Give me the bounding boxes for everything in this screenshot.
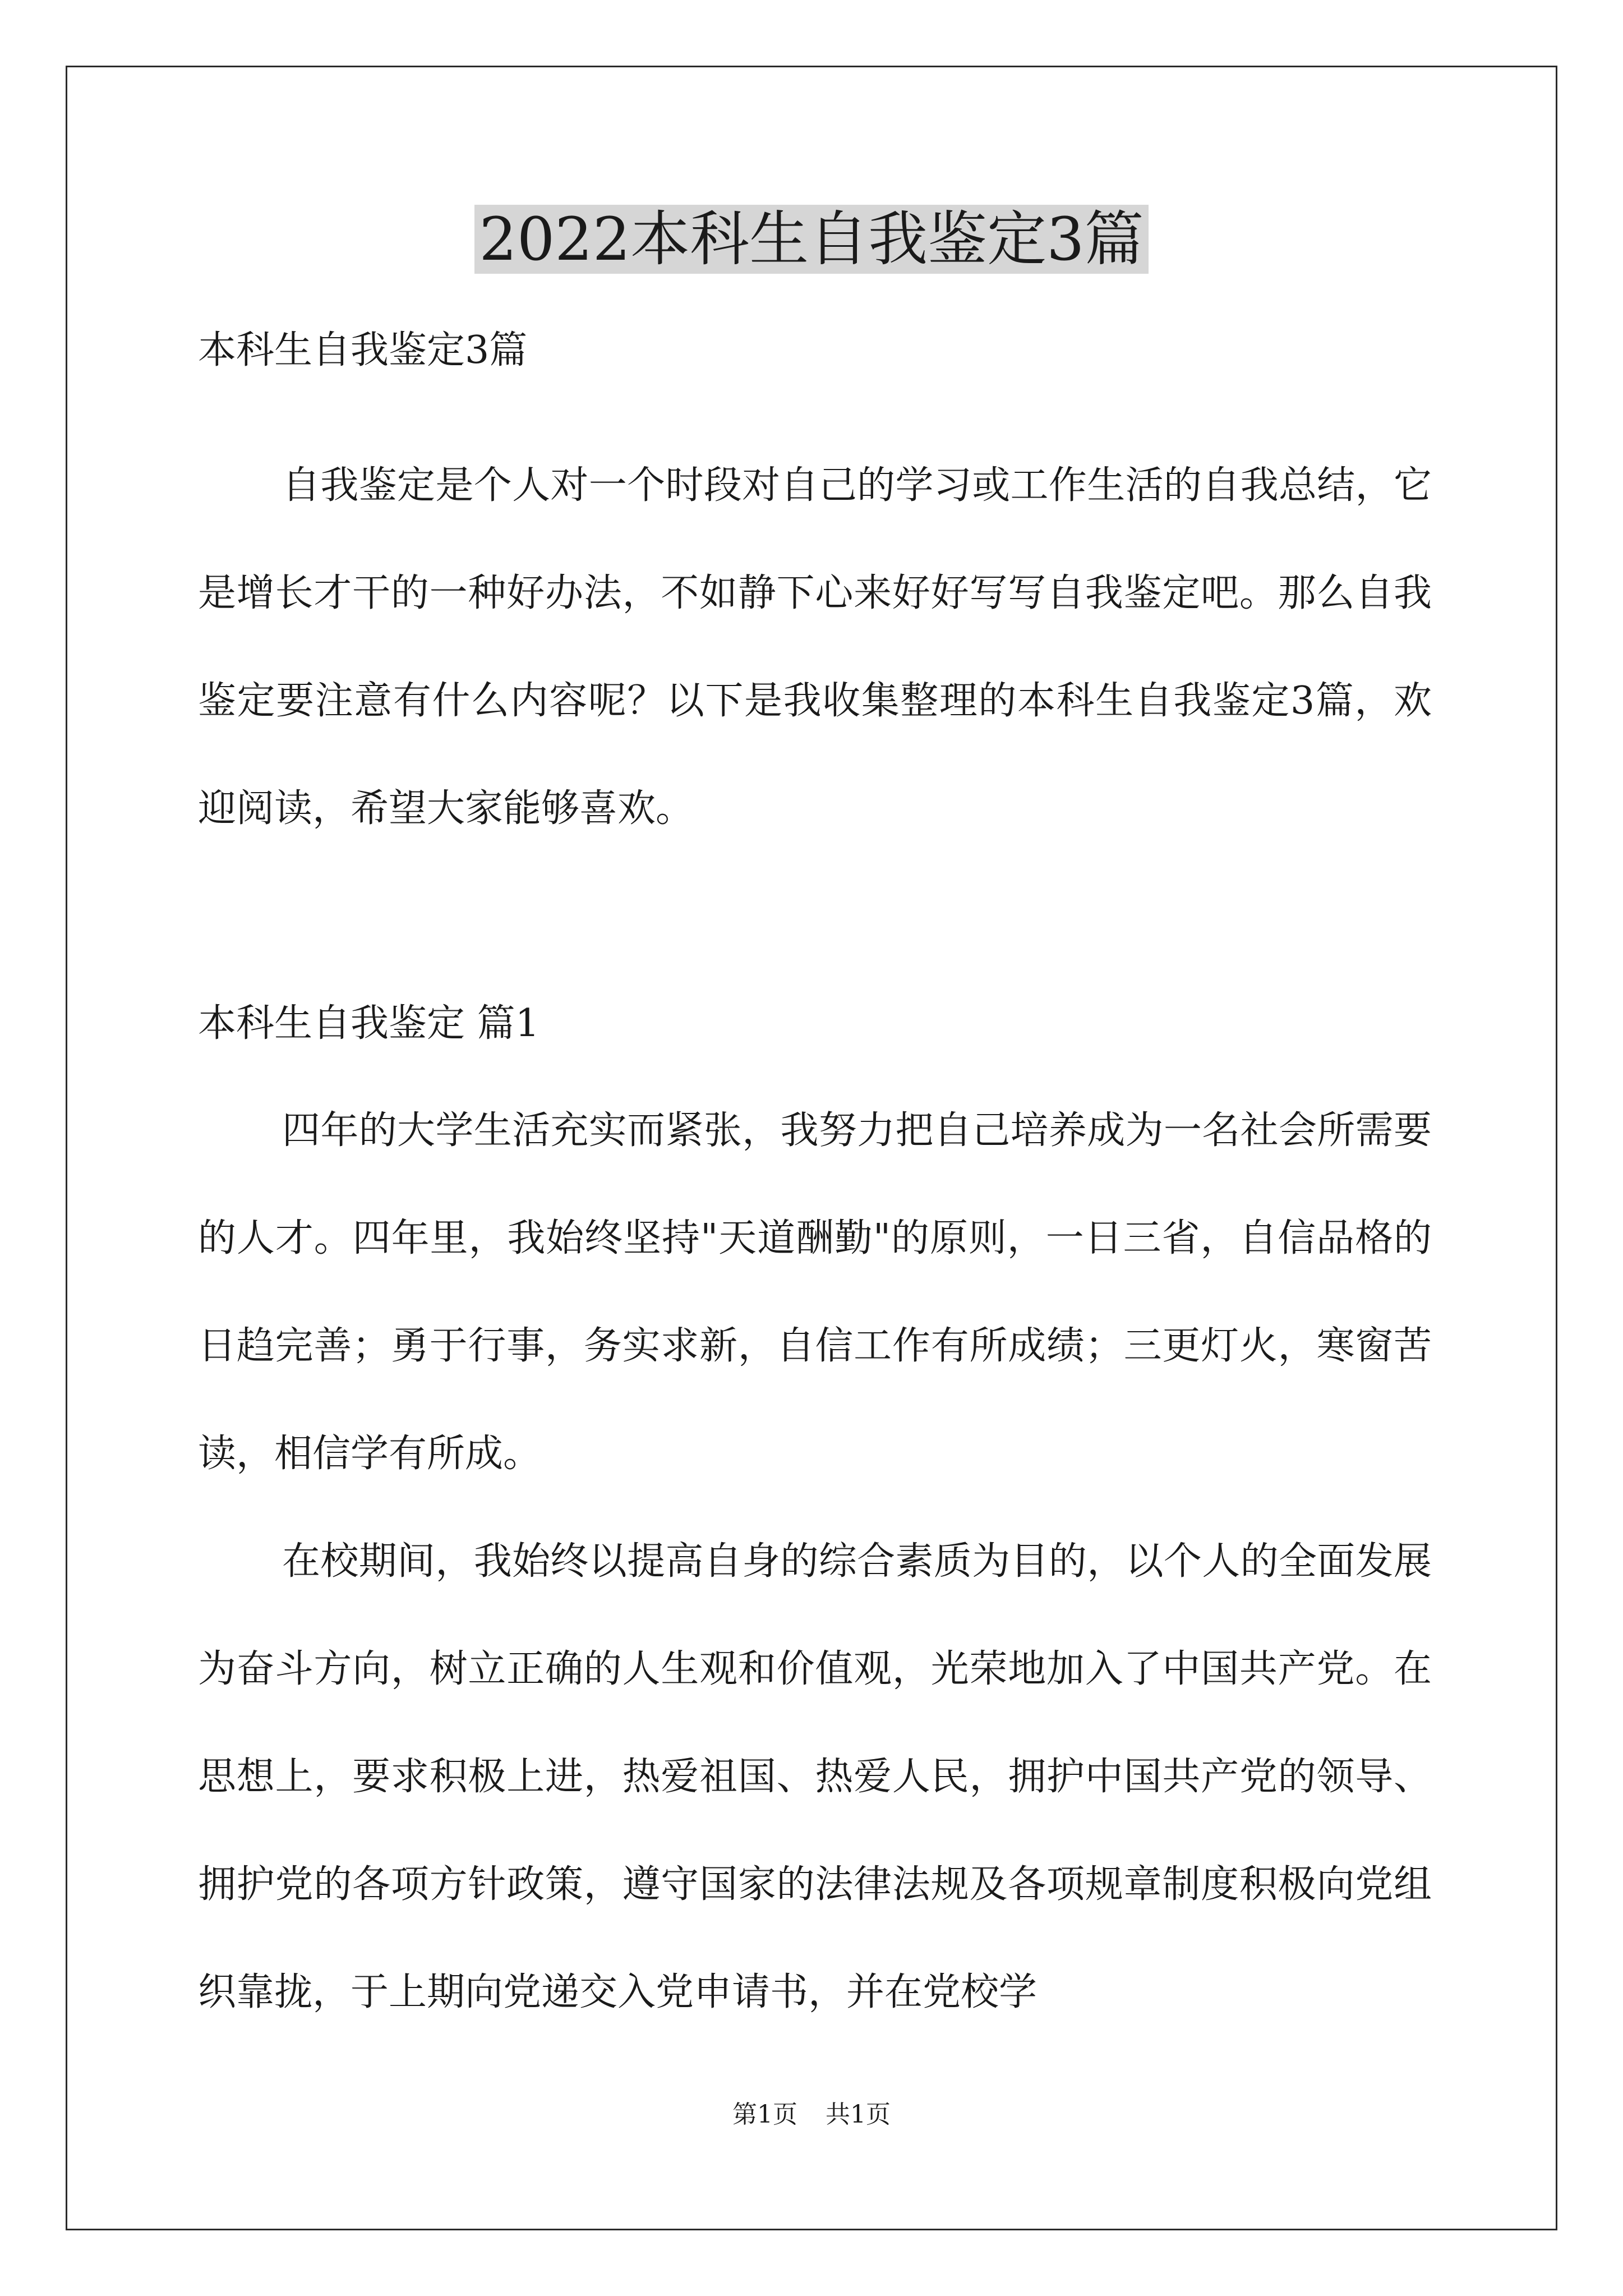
page-footer — [0, 2098, 1623, 2132]
page-number-current: 第1页 — [732, 2100, 797, 2129]
intro-paragraph: 自我鉴定是个人对一个时段对自己的学习或工作生活的自我总结，它是增长才干的一种好办法，不如静下心来好好写写自我鉴定吧。那么自我鉴定要注意有什么内容呢？以下是我收集整理的本科生自我鉴定3篇，欢迎阅读，希望大家能够喜欢。 — [198, 463, 1432, 831]
section-1-paragraph-1: 四年的大学生活充实而紧张，我努力把自己培养成为一名社会所需要的人才。四年里，我始终坚持"天道酬勤"的原则，一日三省，自信品格的日趋完善；勇于行事，务实求新，自信工作有所成绩；三更灯火，寒窗苦读，相信学有所成。 — [198, 1108, 1432, 1476]
document-title — [0, 197, 1623, 282]
document-subtitle: 本科生自我鉴定3篇 — [198, 328, 528, 372]
document-title-text: 2022本科生自我鉴定3篇 — [474, 205, 1148, 274]
section-1-paragraph-2: 在校期间，我始终以提高自身的综合素质为目的，以个人的全面发展为奋斗方向，树立正确的人生观和价值观，光荣地加入了中国共产党。在思想上，要求积极上进，热爱祖国、热爱人民，拥护中国共产党的领导、拥护党的各项方针政策，遵守国家的法律法规及各项规章制度积极向党组织靠拢，于上期向党递交入党申请书，并在党校学 — [198, 1539, 1432, 2014]
section-1-heading: 本科生自我鉴定 篇1 — [198, 1001, 540, 1046]
page-number-total: 共1页 — [826, 2100, 891, 2129]
